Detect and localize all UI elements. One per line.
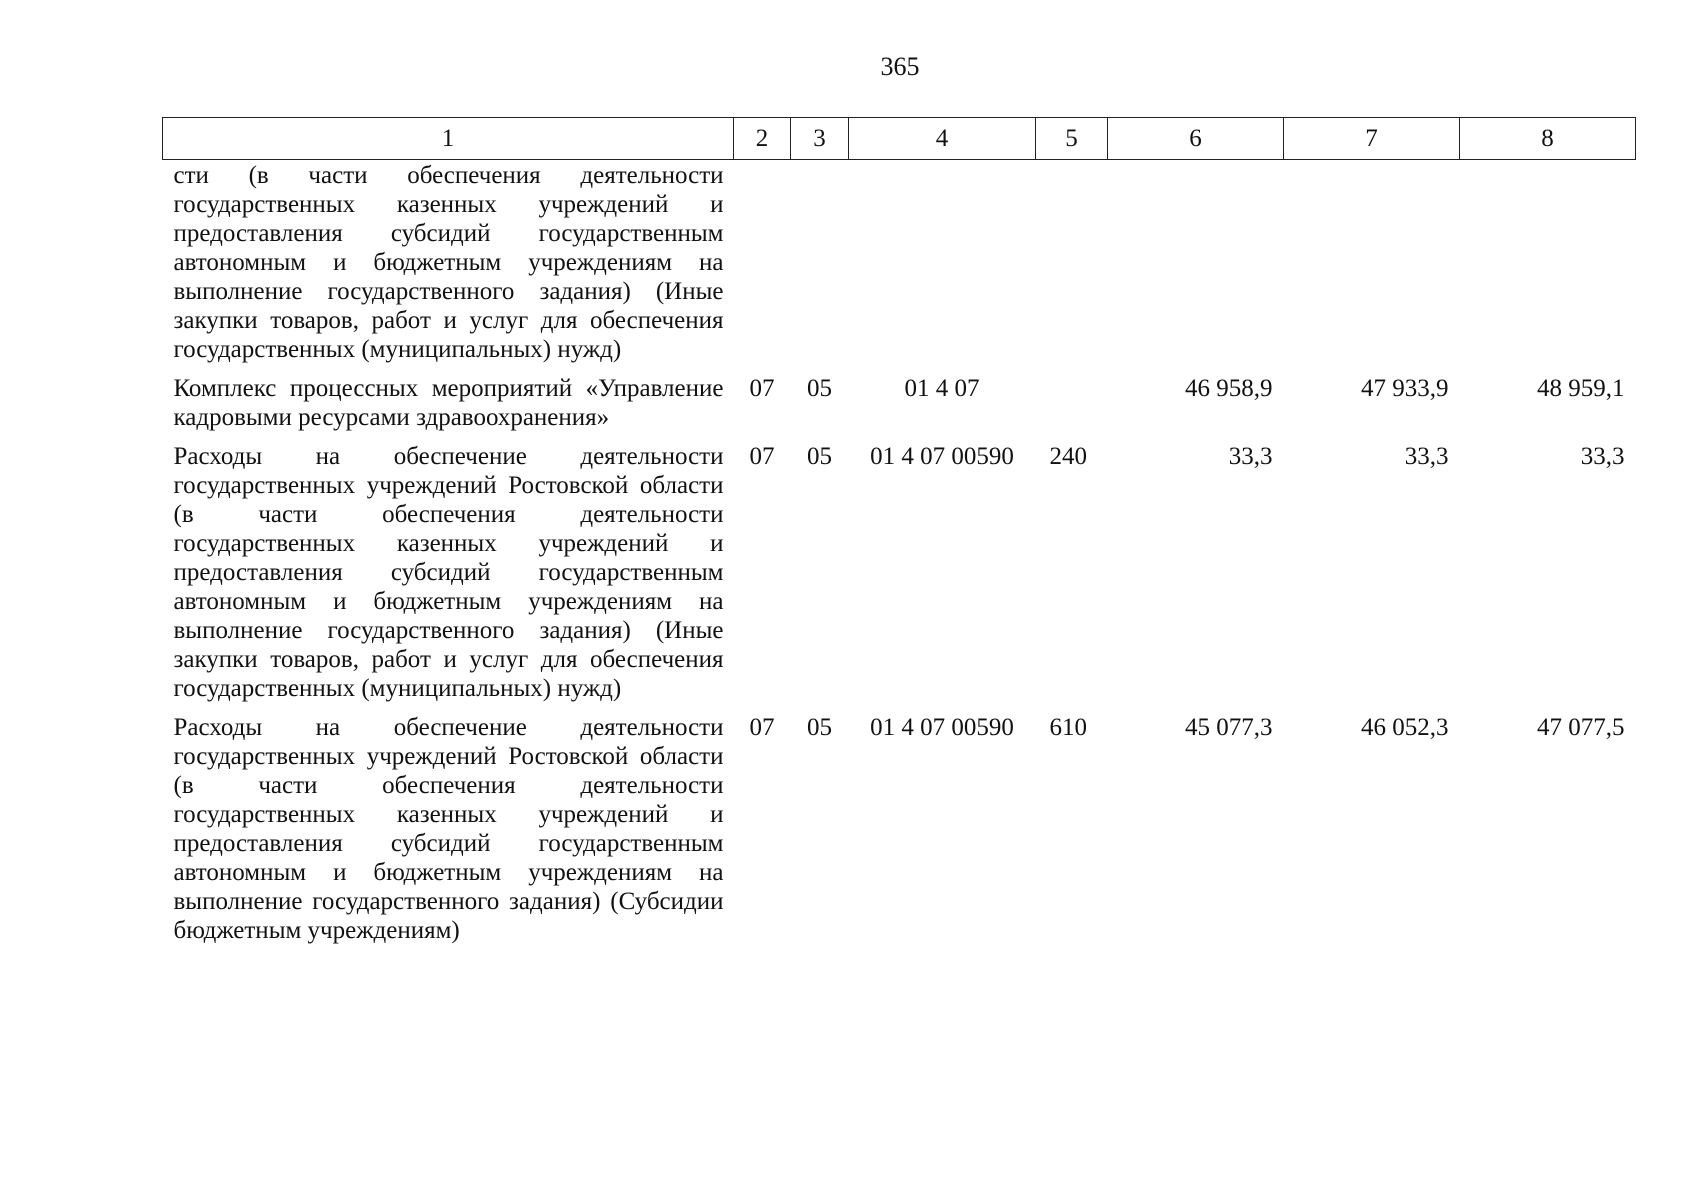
header-col-5: 5	[1036, 118, 1108, 160]
row-description: Расходы на обеспечение деятельности государственных учреждений Ростовской области (в части обеспечения деятельности государственных казенных учреждений и предоставления субсидий государственным автономным и бюджетным учреждениям на выполнение государственного задания) (Иные закупки товаров, работ и услуг для обеспечения государственных (муниципальных) нужд)	[173, 443, 724, 702]
row-target-article: 01 4 07 00590	[870, 714, 1014, 741]
row-amount-col6: 33,3	[1228, 443, 1273, 470]
row-subsection: 05	[807, 714, 832, 741]
page-number: 365	[880, 52, 920, 81]
header-col-2: 2	[734, 118, 791, 160]
row-expense-type: 240	[1049, 443, 1087, 470]
row-subsection	[791, 160, 849, 375]
row-section	[734, 160, 791, 375]
row-description: Комплекс процессных мероприятий «Управление кадровыми ресурсами здравоохранения»	[173, 375, 724, 431]
row-target-article: 01 4 07	[904, 375, 980, 402]
row-description: Расходы на обеспечение деятельности государственных учреждений Ростовской области (в части обеспечения деятельности государственных казенных учреждений и предоставления субсидий государственным автономным и бюджетным учреждениям на выполнение государственного задания) (Субсидии бюджетным учреждениям)	[173, 714, 724, 944]
row-section: 07	[749, 375, 775, 402]
budget-table	[162, 117, 1636, 945]
table-header	[163, 118, 1636, 160]
row-section: 07	[749, 714, 775, 741]
row-amount-col6	[1108, 160, 1284, 375]
row-expense-type	[1036, 374, 1108, 442]
table-row	[163, 713, 1636, 945]
row-amount-col7: 47 933,9	[1361, 375, 1449, 402]
row-amount-col6: 45 077,3	[1185, 714, 1273, 741]
row-description: сти (в части обеспечения деятельности государственных казенных учреждений и предоставления субсидий государственным автономным и бюджетным учреждениям на выполнение государственного задания) (Иные закупки товаров, работ и услуг для обеспечения государственных (муниципальных) нужд)	[173, 162, 724, 363]
row-amount-col8: 47 077,5	[1537, 714, 1625, 741]
header-col-1: 1	[163, 118, 734, 160]
row-subsection: 05	[807, 375, 832, 402]
header-col-3: 3	[791, 118, 849, 160]
row-subsection: 05	[807, 443, 832, 470]
table-body	[163, 160, 1636, 946]
row-section: 07	[749, 443, 775, 470]
header-col-4: 4	[849, 118, 1036, 160]
table-row	[163, 160, 1636, 375]
row-amount-col8: 48 959,1	[1537, 375, 1625, 402]
row-target-article: 01 4 07 00590	[870, 443, 1014, 470]
table-row	[163, 442, 1636, 713]
row-amount-col7	[1284, 160, 1460, 375]
row-amount-col6: 46 958,9	[1185, 375, 1273, 402]
header-col-6: 6	[1108, 118, 1284, 160]
row-expense-type: 610	[1049, 714, 1087, 741]
header-col-8: 8	[1460, 118, 1636, 160]
row-amount-col7: 33,3	[1404, 443, 1449, 470]
row-expense-type	[1036, 160, 1108, 375]
row-target-article	[849, 160, 1036, 375]
row-amount-col8	[1460, 160, 1636, 375]
row-amount-col8: 33,3	[1580, 443, 1625, 470]
header-col-7: 7	[1284, 118, 1460, 160]
header-row	[163, 118, 1636, 160]
table-row	[163, 374, 1636, 442]
row-amount-col7: 46 052,3	[1361, 714, 1449, 741]
